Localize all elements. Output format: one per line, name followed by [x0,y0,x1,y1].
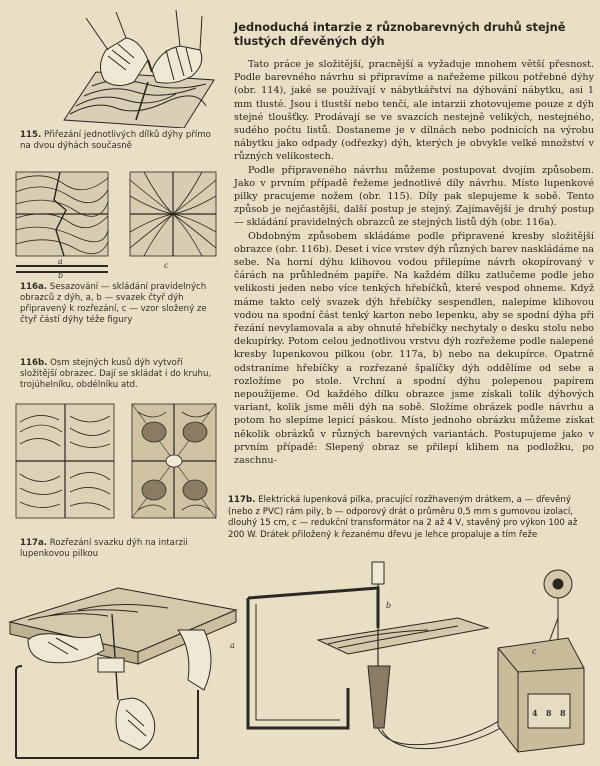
caption-116b-text: Osm stejných kusů dýh vytvoří složitější obrazec. Dají se skládat i do kruhu, trojúhelníku, obdélníku atd. [20,358,212,390]
caption-figure-116b [20,358,220,391]
caption-117b-number: 117b. [228,495,256,505]
label-a-117b: a [230,641,235,650]
caption-116b-number: 116b. [20,358,48,368]
caption-117b-text: Elektrická lupenková pilka, pracující rozžhaveným drátkem, a — dřevěný (nebo z PVC) rám pily, b — odporový drát o průměru 0,5 mm s gumovou izolací, dlouhý 15 cm, c — redukční transformátor na 2 až 4 V, stavěný pro výkon 100 až 200 W. Drátek přiložený k řezanému dřevu je lehce propaluje a tím řeže [228,495,578,540]
figure-117b-illustration [228,548,596,762]
section-heading: Jednoduchá intarzie z různobarevných druhů stejně tlustých dřevěných dýh [234,20,566,48]
caption-figure-117a [20,538,220,560]
article-body [234,58,594,467]
figure-116a-illustration [14,170,218,278]
label-a: a [58,257,63,266]
caption-116a-number: 116a. [20,282,48,292]
paragraph: Obdobným způsobem skládáme podle připravené kresby složitější obrazce (obr. 116b). Deset i více vrstev dýh různých barev naskládáme na sebe. Na horní dýhu klihovou vodou přilepíme návrh okopírovaný v čárách na průhledném papíře. Na každém dílku zatlučeme podle jeho velikosti jeden nebo více tenkých hřebíčků, které vespod ohneme. Když máme takto celý svazek dýh hřebíčky sespendlen, nalepíme klihovou vodou na spodní část tenký karton nebo lepenku, aby se spodní dýha při řezání nevylamovala a aby ohnuté hřebíčky nechytaly o desku stolu nebo dekupírky. Potom celou jednotlivou vrstvu dýh rozřežeme podle nalepené kresby lupenkovou pilkou (obr. 117a, b) nebo na dekupírce. Opatrně odstraníme hřebíčky a rozřezané špalíčky dýh oddělíme od sebe a rozložíme po stole. Vrchní a spodní dýhu polepenou papírem nepoužijeme. Od každého dílku obrazce jsme získali tolik dýhových variant, kolik jsme měli dýh na sobě. Složíme obrázek podle návrhu a potom ho slepíme lepicí páskou. Místo jednoho obrázku můžeme získat několik obrázků v různých barevných variantách. Postupujeme jako v prvním případě: Slepený obraz se přilepí klihem na podložku, po zaschnu- [234,230,594,467]
figure-117a-illustration [8,570,240,762]
label-c-117b: c [532,647,537,656]
transformer-dial-2: 8 [546,708,552,718]
caption-figure-117b [228,495,588,541]
caption-115-number: 115. [20,130,42,140]
figure-116b-illustration [14,402,218,522]
label-c: c [164,261,169,270]
caption-figure-115 [20,130,220,152]
caption-116a-text: Sesazování — skládání pravidelných obrazců z dýh, a, b — svazek čtyř dýh připravený k rozřezání, c — vzor složený ze čtyř částí dýhy téže figury [20,282,207,325]
caption-117a-number: 117a. [20,538,48,548]
caption-117a-text: Rozřezání svazku dýh na intarzii lupenkovou pilkou [20,538,188,559]
transformer-dial-3: 8 [560,708,566,718]
caption-115-text: Přiřezání jednotlivých dílků dýhy přímo na dvou dýhách současně [20,130,211,151]
paragraph: Tato práce je složitější, pracnější a vyžaduje mnohem větší přesnost. Podle barevného návrhu si připravíme a nařežeme pilkou potřebné dýhy (obr. 114), jaké se používají v nábytkářství na dýhování nábytku, asi 1 mm tlusté. Jsou i tlustší nebo tenčí, ale intarzii zhotovujeme pouze z dýh stejné tloušťky. Prodávají se ve svazcích nestejně velikých, nestejného, sudého počtu listů. Dostaneme je v dílnách nebo podnicích na výrobu nábytku jako odpady (odřezky) dýh, kterých je obvykle velké množství v různých velikostech. [234,59,594,163]
label-b-117b: b [386,601,392,610]
paragraph: Podle připraveného návrhu můžeme postupovat dvojím způsobem. Jako v prvním případě řežeme jednotlivé díly návrhu. Místo lupenkové pilky pracujeme nožem (obr. 115). Díly pak slepujeme k sobě. Tento způsob je nejčastější, další postup je stejný. Zajímavější je druhý postup — skládání pravidelných obrazců ze stejných listů dýh (obr. 116a). [234,164,594,229]
figure-115-illustration [56,10,216,128]
caption-figure-116a [20,282,220,326]
label-b: b [58,271,64,278]
transformer-dial-1: 4 [532,708,538,718]
